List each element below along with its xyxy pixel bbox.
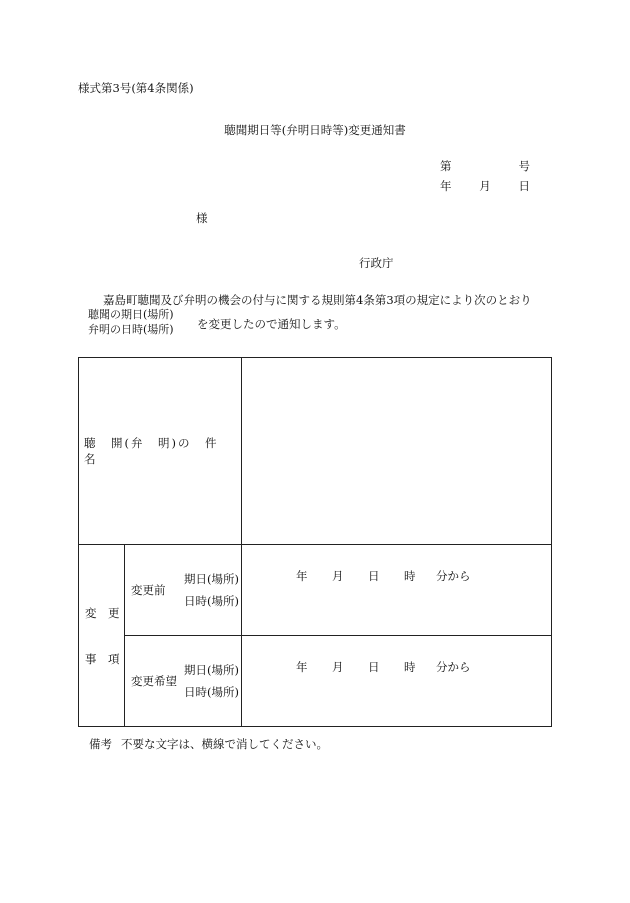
request-row	[79, 636, 552, 727]
number-prefix: 第	[440, 159, 452, 173]
request-hearing-date: 期日(場所)	[184, 663, 239, 677]
request-minute: 分から	[436, 660, 471, 674]
subject-value-cell[interactable]	[242, 358, 552, 545]
subject-label: 聴 開(弁 明)の 件 名	[79, 358, 242, 545]
document-number-line	[440, 158, 530, 174]
request-month: 月	[332, 660, 344, 674]
issuer: 行政庁	[359, 256, 394, 270]
change-table	[78, 357, 552, 727]
remarks-label: 備考	[89, 737, 112, 751]
before-year: 年	[296, 569, 308, 583]
before-datetime-cell[interactable]	[242, 545, 552, 636]
request-year: 年	[296, 660, 308, 674]
before-sub-labels	[184, 568, 239, 612]
date-year: 年	[440, 179, 452, 193]
request-day: 日	[368, 660, 380, 674]
document-title: 聴聞期日等(弁明日時等)変更通知書	[224, 123, 406, 137]
issue-date-line	[440, 178, 530, 194]
request-cell	[125, 636, 242, 727]
change-label-1: 変 更	[85, 605, 120, 620]
before-defense-date: 日時(場所)	[184, 594, 239, 608]
remarks	[89, 736, 328, 752]
before-minute: 分から	[436, 569, 471, 583]
alt-defense-term: 弁明の日時(場所)	[88, 323, 174, 336]
number-suffix: 号	[518, 159, 530, 173]
subject-row	[79, 358, 552, 545]
alt-hearing-term: 聴聞の期日(場所)	[88, 308, 174, 321]
before-hour: 時	[404, 569, 416, 583]
before-month: 月	[332, 569, 344, 583]
before-hearing-date: 期日(場所)	[184, 572, 239, 586]
date-day: 日	[518, 179, 530, 193]
request-datetime-cell[interactable]	[242, 636, 552, 727]
change-label-2: 事 項	[85, 651, 120, 666]
addressee: 様	[196, 211, 208, 225]
request-sub-labels	[184, 659, 239, 703]
remarks-text: 不要な文字は、横線で消してください。	[121, 737, 328, 751]
before-cell	[125, 545, 242, 636]
body-text-line1: 嘉島町聴聞及び弁明の機会の付与に関する規則第4条第3項の規定により次のとおり	[103, 293, 532, 307]
date-month: 月	[479, 179, 491, 193]
before-row	[79, 545, 552, 636]
before-label: 変更前	[131, 583, 166, 597]
request-hour: 時	[404, 660, 416, 674]
alternative-terms	[88, 307, 174, 337]
form-number: 様式第3号(第4条関係)	[78, 81, 194, 95]
change-items-label	[79, 545, 125, 727]
request-label: 変更希望	[131, 674, 177, 688]
body-text-line2: を変更したので通知します。	[197, 317, 346, 331]
before-day: 日	[368, 569, 380, 583]
request-defense-date: 日時(場所)	[184, 685, 239, 699]
